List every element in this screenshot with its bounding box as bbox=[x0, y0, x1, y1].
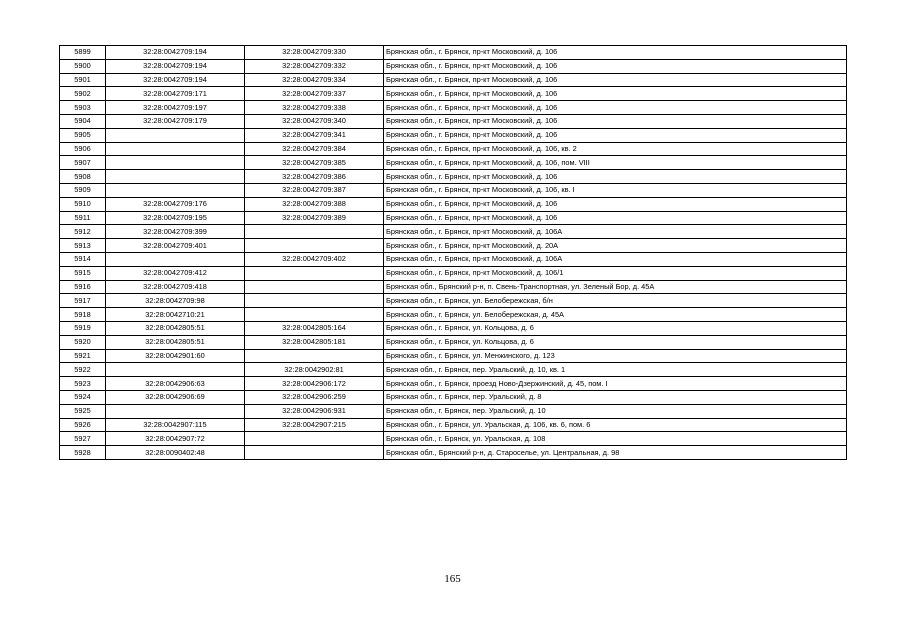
table-row bbox=[60, 239, 847, 253]
address-cell: Брянская обл., г. Брянск, пр-кт Московский, д. 106 bbox=[384, 170, 847, 184]
table-row bbox=[60, 390, 847, 404]
row-number-cell: 5899 bbox=[60, 46, 106, 60]
premises-cadastral-number-cell: 32:28:0042709:402 bbox=[245, 252, 384, 266]
table-row bbox=[60, 197, 847, 211]
premises-cadastral-number-cell bbox=[245, 432, 384, 446]
row-number-cell: 5912 bbox=[60, 225, 106, 239]
premises-cadastral-number-cell: 32:28:0042902:81 bbox=[245, 363, 384, 377]
cadastral-number-cell: 32:28:0042709:418 bbox=[106, 280, 245, 294]
address-cell: Брянская обл., г. Брянск, пр-кт Московский, д. 20А bbox=[384, 239, 847, 253]
premises-cadastral-number-cell: 32:28:0042709:341 bbox=[245, 128, 384, 142]
address-cell: Брянская обл., г. Брянск, пр-кт Московский, д. 106 bbox=[384, 128, 847, 142]
address-cell: Брянская обл., г. Брянск, пр-кт Московский, д. 106 bbox=[384, 101, 847, 115]
row-number-cell: 5920 bbox=[60, 335, 106, 349]
address-cell: Брянская обл., г. Брянск, пр-кт Московский, д. 106, кв. I bbox=[384, 183, 847, 197]
address-cell: Брянская обл., г. Брянск, ул. Белобережская, б/н bbox=[384, 294, 847, 308]
row-number-cell: 5913 bbox=[60, 239, 106, 253]
premises-cadastral-number-cell bbox=[245, 266, 384, 280]
table-row bbox=[60, 128, 847, 142]
table-row bbox=[60, 170, 847, 184]
premises-cadastral-number-cell: 32:28:0042805:181 bbox=[245, 335, 384, 349]
row-number-cell: 5923 bbox=[60, 377, 106, 391]
address-cell: Брянская обл., г. Брянск, пр-кт Московский, д. 106/1 bbox=[384, 266, 847, 280]
row-number-cell: 5925 bbox=[60, 404, 106, 418]
row-number-cell: 5914 bbox=[60, 252, 106, 266]
table-row bbox=[60, 73, 847, 87]
table-row bbox=[60, 335, 847, 349]
premises-cadastral-number-cell bbox=[245, 239, 384, 253]
premises-cadastral-number-cell: 32:28:0042906:172 bbox=[245, 377, 384, 391]
cadastral-number-cell bbox=[106, 252, 245, 266]
row-number-cell: 5924 bbox=[60, 390, 106, 404]
row-number-cell: 5911 bbox=[60, 211, 106, 225]
premises-cadastral-number-cell: 32:28:0042907:215 bbox=[245, 418, 384, 432]
table-row bbox=[60, 404, 847, 418]
premises-cadastral-number-cell: 32:28:0042709:337 bbox=[245, 87, 384, 101]
premises-cadastral-number-cell bbox=[245, 280, 384, 294]
address-cell: Брянская обл., Брянский р-н, д. Староселье, ул. Центральная, д. 98 bbox=[384, 446, 847, 460]
address-cell: Брянская обл., г. Брянск, пр-кт Московский, д. 106 bbox=[384, 197, 847, 211]
cadastral-number-cell bbox=[106, 363, 245, 377]
row-number-cell: 5901 bbox=[60, 73, 106, 87]
table-row bbox=[60, 321, 847, 335]
cadastral-number-cell bbox=[106, 183, 245, 197]
address-cell: Брянская обл., г. Брянск, пр-кт Московский, д. 106 bbox=[384, 73, 847, 87]
address-cell: Брянская обл., г. Брянск, ул. Кольцова, д. 6 bbox=[384, 335, 847, 349]
premises-cadastral-number-cell: 32:28:0042805:164 bbox=[245, 321, 384, 335]
cadastral-number-cell bbox=[106, 128, 245, 142]
address-cell: Брянская обл., г. Брянск, пр-кт Московский, д. 106А bbox=[384, 252, 847, 266]
address-cell: Брянская обл., г. Брянск, пр-кт Московский, д. 106 bbox=[384, 59, 847, 73]
row-number-cell: 5928 bbox=[60, 446, 106, 460]
address-cell: Брянская обл., г. Брянск, пр-кт Московский, д. 106А bbox=[384, 225, 847, 239]
table-row bbox=[60, 183, 847, 197]
row-number-cell: 5907 bbox=[60, 156, 106, 170]
address-cell: Брянская обл., г. Брянск, пер. Уральский, д. 10 bbox=[384, 404, 847, 418]
cadastral-number-cell: 32:28:0042906:69 bbox=[106, 390, 245, 404]
table-row bbox=[60, 142, 847, 156]
row-number-cell: 5918 bbox=[60, 308, 106, 322]
row-number-cell: 5903 bbox=[60, 101, 106, 115]
row-number-cell: 5919 bbox=[60, 321, 106, 335]
address-cell: Брянская обл., г. Брянск, ул. Менжинского, д. 123 bbox=[384, 349, 847, 363]
address-cell: Брянская обл., г. Брянск, пер. Уральский, д. 8 bbox=[384, 390, 847, 404]
address-cell: Брянская обл., г. Брянск, ул. Белобережская, д. 45А bbox=[384, 308, 847, 322]
cadastral-number-cell: 32:28:0042709:179 bbox=[106, 114, 245, 128]
cadastral-number-cell: 32:28:0042907:115 bbox=[106, 418, 245, 432]
table-row bbox=[60, 114, 847, 128]
address-cell: Брянская обл., г. Брянск, ул. Кольцова, д. 6 bbox=[384, 321, 847, 335]
address-cell: Брянская обл., г. Брянск, проезд Ново-Дзержинский, д. 45, пом. I bbox=[384, 377, 847, 391]
premises-cadastral-number-cell bbox=[245, 308, 384, 322]
row-number-cell: 5916 bbox=[60, 280, 106, 294]
table-row bbox=[60, 46, 847, 60]
premises-cadastral-number-cell: 32:28:0042709:384 bbox=[245, 142, 384, 156]
cadastral-number-cell: 32:28:0042709:194 bbox=[106, 46, 245, 60]
cadastral-number-cell: 32:28:0042709:399 bbox=[106, 225, 245, 239]
row-number-cell: 5917 bbox=[60, 294, 106, 308]
premises-cadastral-number-cell: 32:28:0042709:388 bbox=[245, 197, 384, 211]
cadastral-number-cell: 32:28:0090402:48 bbox=[106, 446, 245, 460]
premises-cadastral-number-cell: 32:28:0042709:387 bbox=[245, 183, 384, 197]
premises-cadastral-number-cell: 32:28:0042906:931 bbox=[245, 404, 384, 418]
cadastral-number-cell: 32:28:0042805:51 bbox=[106, 321, 245, 335]
table-row bbox=[60, 349, 847, 363]
premises-cadastral-number-cell: 32:28:0042906:259 bbox=[245, 390, 384, 404]
cadastral-number-cell: 32:28:0042709:171 bbox=[106, 87, 245, 101]
table-row bbox=[60, 266, 847, 280]
table-row bbox=[60, 211, 847, 225]
cadastral-number-cell: 32:28:0042709:401 bbox=[106, 239, 245, 253]
premises-cadastral-number-cell bbox=[245, 446, 384, 460]
cadastral-number-cell: 32:28:0042906:63 bbox=[106, 377, 245, 391]
premises-cadastral-number-cell: 32:28:0042709:340 bbox=[245, 114, 384, 128]
cadastral-number-cell: 32:28:0042709:98 bbox=[106, 294, 245, 308]
row-number-cell: 5910 bbox=[60, 197, 106, 211]
premises-cadastral-number-cell: 32:28:0042709:338 bbox=[245, 101, 384, 115]
cadastral-number-cell: 32:28:0042709:194 bbox=[106, 73, 245, 87]
premises-cadastral-number-cell bbox=[245, 349, 384, 363]
address-cell: Брянская обл., г. Брянск, пр-кт Московский, д. 106 bbox=[384, 114, 847, 128]
row-number-cell: 5909 bbox=[60, 183, 106, 197]
row-number-cell: 5927 bbox=[60, 432, 106, 446]
row-number-cell: 5904 bbox=[60, 114, 106, 128]
registry-table bbox=[59, 45, 847, 460]
row-number-cell: 5921 bbox=[60, 349, 106, 363]
address-cell: Брянская обл., г. Брянск, пр-кт Московский, д. 106 bbox=[384, 211, 847, 225]
table-row bbox=[60, 101, 847, 115]
row-number-cell: 5902 bbox=[60, 87, 106, 101]
address-cell: Брянская обл., г. Брянск, ул. Уральская, д. 108 bbox=[384, 432, 847, 446]
cadastral-number-cell bbox=[106, 170, 245, 184]
address-cell: Брянская обл., г. Брянск, пер. Уральский, д. 10, кв. 1 bbox=[384, 363, 847, 377]
table-row bbox=[60, 87, 847, 101]
premises-cadastral-number-cell: 32:28:0042709:386 bbox=[245, 170, 384, 184]
premises-cadastral-number-cell: 32:28:0042709:389 bbox=[245, 211, 384, 225]
cadastral-number-cell: 32:28:0042709:176 bbox=[106, 197, 245, 211]
row-number-cell: 5905 bbox=[60, 128, 106, 142]
cadastral-number-cell: 32:28:0042907:72 bbox=[106, 432, 245, 446]
cadastral-number-cell: 32:28:0042709:197 bbox=[106, 101, 245, 115]
table-row bbox=[60, 280, 847, 294]
address-cell: Брянская обл., Брянский р-н, п. Свень-Транспортная, ул. Зеленый Бор, д. 45А bbox=[384, 280, 847, 294]
table-row bbox=[60, 59, 847, 73]
table-row bbox=[60, 363, 847, 377]
row-number-cell: 5906 bbox=[60, 142, 106, 156]
premises-cadastral-number-cell bbox=[245, 225, 384, 239]
cadastral-number-cell: 32:28:0042805:51 bbox=[106, 335, 245, 349]
row-number-cell: 5915 bbox=[60, 266, 106, 280]
table-row bbox=[60, 225, 847, 239]
table-row bbox=[60, 294, 847, 308]
row-number-cell: 5922 bbox=[60, 363, 106, 377]
cadastral-number-cell bbox=[106, 156, 245, 170]
page-number: 165 bbox=[444, 573, 461, 585]
table-row bbox=[60, 377, 847, 391]
premises-cadastral-number-cell: 32:28:0042709:334 bbox=[245, 73, 384, 87]
table-row bbox=[60, 252, 847, 266]
cadastral-number-cell bbox=[106, 142, 245, 156]
address-cell: Брянская обл., г. Брянск, пр-кт Московский, д. 106, пом. VIII bbox=[384, 156, 847, 170]
cadastral-number-cell: 32:28:0042709:412 bbox=[106, 266, 245, 280]
registry-table-body bbox=[60, 46, 847, 460]
address-cell: Брянская обл., г. Брянск, пр-кт Московский, д. 106 bbox=[384, 46, 847, 60]
cadastral-number-cell bbox=[106, 404, 245, 418]
cadastral-number-cell: 32:28:0042709:195 bbox=[106, 211, 245, 225]
address-cell: Брянская обл., г. Брянск, пр-кт Московский, д. 106 bbox=[384, 87, 847, 101]
row-number-cell: 5926 bbox=[60, 418, 106, 432]
cadastral-number-cell: 32:28:0042710:21 bbox=[106, 308, 245, 322]
premises-cadastral-number-cell: 32:28:0042709:332 bbox=[245, 59, 384, 73]
table-row bbox=[60, 156, 847, 170]
cadastral-number-cell: 32:28:0042901:60 bbox=[106, 349, 245, 363]
address-cell: Брянская обл., г. Брянск, ул. Уральская, д. 106, кв. 6, пом. 6 bbox=[384, 418, 847, 432]
row-number-cell: 5908 bbox=[60, 170, 106, 184]
table-row bbox=[60, 308, 847, 322]
table-row bbox=[60, 432, 847, 446]
table-row bbox=[60, 446, 847, 460]
address-cell: Брянская обл., г. Брянск, пр-кт Московский, д. 106, кв. 2 bbox=[384, 142, 847, 156]
table-row bbox=[60, 418, 847, 432]
cadastral-number-cell: 32:28:0042709:194 bbox=[106, 59, 245, 73]
premises-cadastral-number-cell: 32:28:0042709:385 bbox=[245, 156, 384, 170]
row-number-cell: 5900 bbox=[60, 59, 106, 73]
premises-cadastral-number-cell: 32:28:0042709:330 bbox=[245, 46, 384, 60]
premises-cadastral-number-cell bbox=[245, 294, 384, 308]
